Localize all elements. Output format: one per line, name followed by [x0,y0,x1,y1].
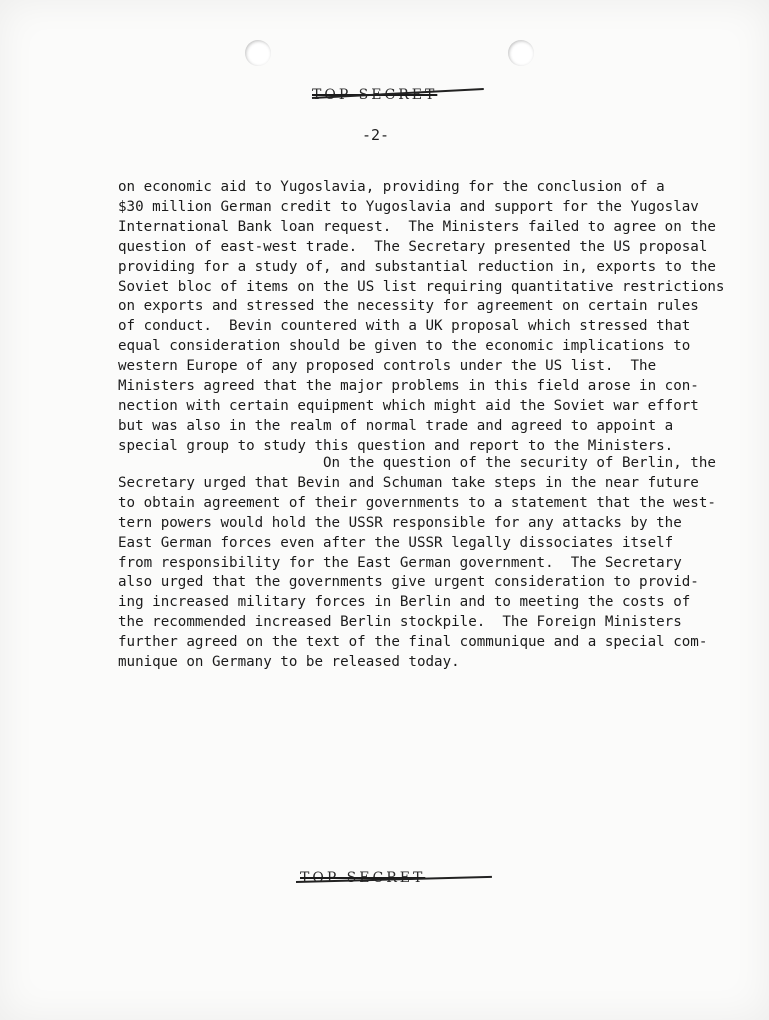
text-line: of conduct. Bevin countered with a UK proposal which stressed that [118,318,691,335]
text-line: western Europe of any proposed controls under the US list. The [118,358,657,375]
text-line: on economic aid to Yugoslavia, providing for the conclusion of a [118,179,665,195]
punch-hole [508,40,534,66]
text-line: further agreed on the text of the final communique and a special com- [118,634,708,651]
text-line: International Bank loan request. The Ministers failed to agree on the [118,218,716,235]
page-number: -2- [362,126,390,144]
text-line: special group to study this question and report to the Ministers. [118,437,674,454]
text-line: tern powers would hold the USSR responsible for any attacks by the [118,514,682,531]
text-line: the recommended increased Berlin stockpile. The Foreign Ministers [118,614,682,631]
header-classification-text: TOP SECRET [312,87,438,103]
text-line: munique on Germany to be released today. [118,654,460,671]
text-line: Secretary urged that Bevin and Schuman take steps in the near future [118,474,699,491]
text-line: to obtain agreement of their governments to a statement that the west- [118,494,716,511]
punch-hole [245,40,271,66]
text-line: on exports and stressed the necessity for agreement on certain rules [118,298,699,315]
body-paragraph-2 [118,454,716,673]
text-line: ing increased military forces in Berlin and to meeting the costs of [118,594,691,611]
text-line: $30 million German credit to Yugoslavia and support for the Yugoslav [118,198,699,215]
body-paragraph-1 [118,178,725,457]
text-line: also urged that the governments give urgent consideration to provid- [118,574,699,591]
text-line: nection with certain equipment which might aid the Soviet war effort [118,397,699,414]
text-line: Ministers agreed that the major problems in this field arose in con- [118,378,699,395]
text-line: from responsibility for the East German government. The Secretary [118,554,682,571]
text-line: East German forces even after the USSR legally dissociates itself [118,534,674,551]
text-line: providing for a study of, and substantial reduction in, exports to the [118,258,716,275]
text-line: equal consideration should be given to the economic implications to [118,338,691,355]
text-line: but was also in the realm of normal trade and agreed to appoint a [118,417,674,434]
footer-classification-text: TOP SECRET [300,870,426,886]
text-line: Soviet bloc of items on the US list requiring quantitative restrictions [118,278,725,295]
text-line: On the question of the security of Berlin, the [118,455,716,471]
text-line: question of east-west trade. The Secretary presented the US proposal [118,238,708,255]
